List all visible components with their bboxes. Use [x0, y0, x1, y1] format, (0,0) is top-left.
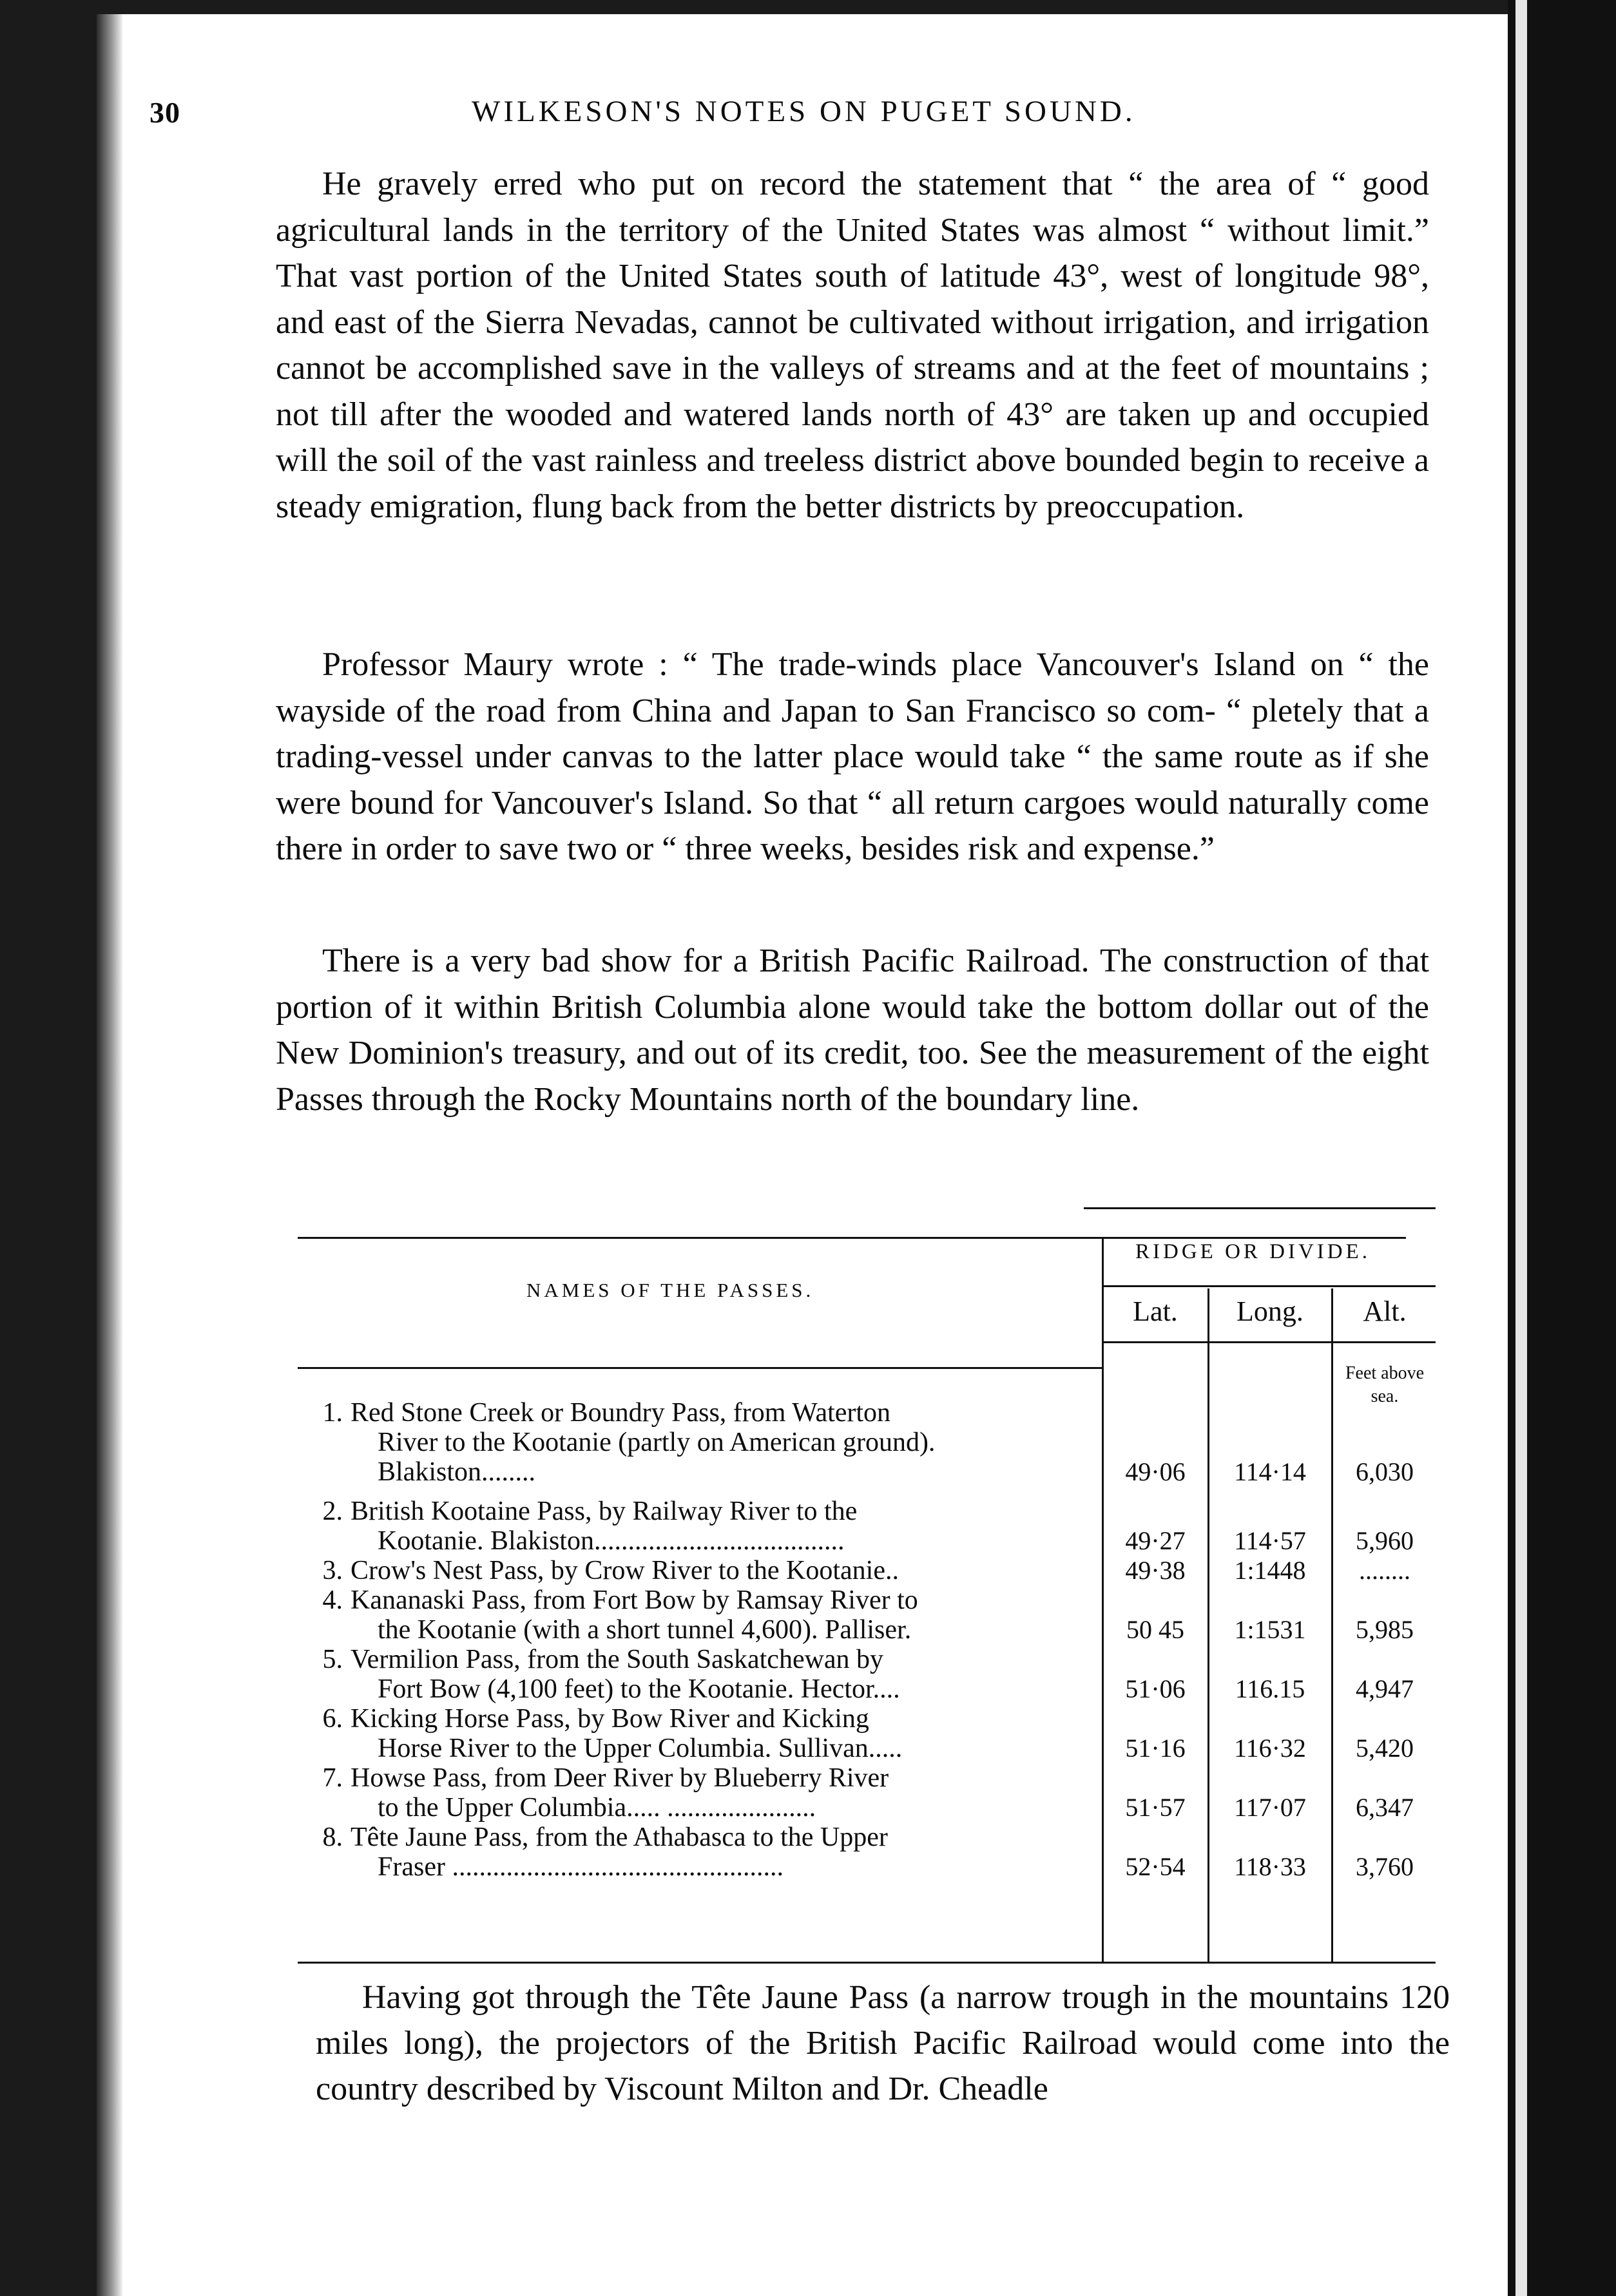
pass-name-line: to the Upper Columbia..... ......................: [378, 1793, 816, 1822]
pass-name: [351, 1704, 1098, 1763]
lat-column-header: Lat.: [1133, 1296, 1178, 1327]
row-number: 4.: [322, 1585, 343, 1615]
pass-name: [351, 1645, 1098, 1704]
altitude-cell: 3,760: [1356, 1852, 1414, 1881]
table-rule: [1103, 1341, 1436, 1343]
paragraph-maury-quote: Professor Maury wrote : “ The trade-winds place Vancouver's Island on “ the wayside of the road from China and Japan to San Francisco so com- “ pletely that a trading-vessel under canvas to the latter place would take “ the same route as if she were bound for Vancouver's Island. So that “ all return cargoes would naturally come there in order to save two or “ three weeks, besides risk and expense.”: [276, 646, 1429, 867]
longitude-cell: 1:1531: [1234, 1615, 1306, 1644]
latitude-cell: 49·27: [1125, 1526, 1186, 1555]
page-edge-strip: [1515, 0, 1527, 2296]
longitude-cell: 114·14: [1234, 1457, 1306, 1486]
pass-name: [351, 1497, 1098, 1556]
pass-name: [351, 1822, 1098, 1882]
altitude-cell: 5,420: [1356, 1734, 1414, 1763]
table-rule: [1084, 1207, 1436, 1209]
page-header: [149, 95, 1400, 147]
page-number: 30: [149, 96, 180, 129]
longitude-cell: 116·32: [1234, 1734, 1306, 1763]
pass-name-line: Red Stone Creek or Boundry Pass, from Waterton: [351, 1398, 891, 1428]
alt-unit-label: Feet above sea.: [1345, 1363, 1425, 1406]
passes-table: [298, 1205, 1436, 1971]
latitude-cell: 51·57: [1125, 1793, 1186, 1822]
paragraph-agricultural-lands: He gravely erred who put on record the statement that “ the area of “ good agricultural lands in the territory of the United States was almost “ without limit.” That vast portion of the United States south of latitude 43°, west of longitude 98°, and east of the Sierra Nevadas, cannot be cultivated without irrigation, and irrigation cannot be accomplished save in the valleys of streams and at the feet of mountains ; not till after the wooded and watered lands north of 43° are taken up and occupied will the soil of the vast rainless and treeless district above bounded begin to receive a steady emigration, flung back from the better districts by preoccupation.: [276, 166, 1429, 525]
longitude-cell: 1:1448: [1234, 1556, 1306, 1585]
pass-name-line: the Kootanie (with a short tunnel 4,600). Palliser.: [378, 1615, 912, 1645]
pass-name-line: Tête Jaune Pass, from the Athabasca to the Upper: [351, 1822, 888, 1852]
altitude-cell: 6,347: [1356, 1793, 1414, 1822]
row-number: 2.: [322, 1497, 343, 1526]
table-rule: [298, 1367, 1103, 1369]
latitude-cell: 50 45: [1126, 1615, 1184, 1644]
longitude-cell: 118·33: [1234, 1852, 1306, 1881]
row-number: 5.: [322, 1645, 343, 1674]
row-number: 3.: [322, 1556, 343, 1585]
running-head: WILKESON'S NOTES ON PUGET SOUND.: [472, 95, 1136, 128]
ridge-divide-header: RIDGE OR DIVIDE.: [1135, 1240, 1371, 1263]
longitude-cell: 116.15: [1235, 1674, 1305, 1703]
pass-name: [351, 1585, 1098, 1645]
latitude-cell: 51·06: [1125, 1674, 1186, 1703]
pass-name-line: River to the Kootanie (partly on American ground). Blakiston........: [378, 1428, 936, 1487]
pass-name-line: Fort Bow (4,100 feet) to the Kootanie. Hector....: [378, 1674, 900, 1704]
pass-name: [351, 1556, 1098, 1585]
latitude-cell: 51·16: [1125, 1734, 1186, 1763]
pass-name-line: British Kootaine Pass, by Railway River to the: [351, 1497, 858, 1526]
pass-name-line: Fraser .................................................: [378, 1852, 784, 1882]
page-gutter-shadow: [97, 0, 122, 2296]
latitude-cell: 49·06: [1125, 1457, 1186, 1486]
latitude-cell: 49·38: [1125, 1556, 1186, 1585]
row-number: 7.: [322, 1763, 343, 1793]
alt-column-header: Alt.: [1363, 1296, 1407, 1327]
pass-name-line: Kootanie. Blakiston.....................................: [378, 1526, 845, 1556]
table-column-rule: [1102, 1237, 1104, 1962]
altitude-cell: ........: [1359, 1556, 1410, 1585]
altitude-cell: 5,960: [1356, 1526, 1414, 1555]
book-edge-top: [97, 0, 1508, 14]
altitude-cell: 5,985: [1356, 1615, 1414, 1644]
longitude-cell: 117·07: [1234, 1793, 1306, 1822]
row-number: 1.: [322, 1398, 343, 1428]
longitude-cell: 114·57: [1234, 1526, 1306, 1555]
row-number: 6.: [322, 1704, 343, 1734]
pass-name: [351, 1763, 1098, 1822]
pass-name-line: Horse River to the Upper Columbia. Sullivan.....: [378, 1734, 903, 1763]
table-rule: [1103, 1285, 1436, 1287]
table-rule: [298, 1962, 1436, 1964]
row-number: 8.: [322, 1822, 343, 1852]
pass-name: [351, 1398, 1098, 1487]
latitude-cell: 52·54: [1125, 1852, 1186, 1881]
table-column-rule: [1331, 1288, 1333, 1962]
altitude-cell: 6,030: [1356, 1457, 1414, 1486]
pass-name-line: Vermilion Pass, from the South Saskatchewan by: [351, 1645, 884, 1674]
table-rule: [298, 1237, 1406, 1239]
pass-name-line: Howse Pass, from Deer River by Blueberry River: [351, 1763, 889, 1793]
altitude-cell: 4,947: [1356, 1674, 1414, 1703]
paragraph-tete-jaune: Having got through the Tête Jaune Pass (a narrow trough in the mountains 120 miles long), the projectors of the British Pacific Railroad would come into the country described by Viscount Milton and Dr. Cheadle: [316, 1979, 1450, 2107]
pass-name-line: Kicking Horse Pass, by Bow River and Kicking: [351, 1704, 869, 1734]
long-column-header: Long.: [1236, 1296, 1303, 1327]
table-column-rule: [1207, 1288, 1209, 1962]
pass-name-line: Crow's Nest Pass, by Crow River to the Kootanie..: [351, 1556, 899, 1585]
names-column-header: NAMES OF THE PASSES.: [526, 1279, 814, 1301]
pass-name-line: Kananaski Pass, from Fort Bow by Ramsay River to: [351, 1585, 918, 1615]
paragraph-british-railroad: There is a very bad show for a British Pacific Railroad. The construction of that portion of it within British Columbia alone would take the bottom dollar out of the New Dominion's treasury, and out of its credit, too. See the measurement of the eight Passes through the Rocky Mountains north of the boundary line.: [276, 942, 1429, 1118]
